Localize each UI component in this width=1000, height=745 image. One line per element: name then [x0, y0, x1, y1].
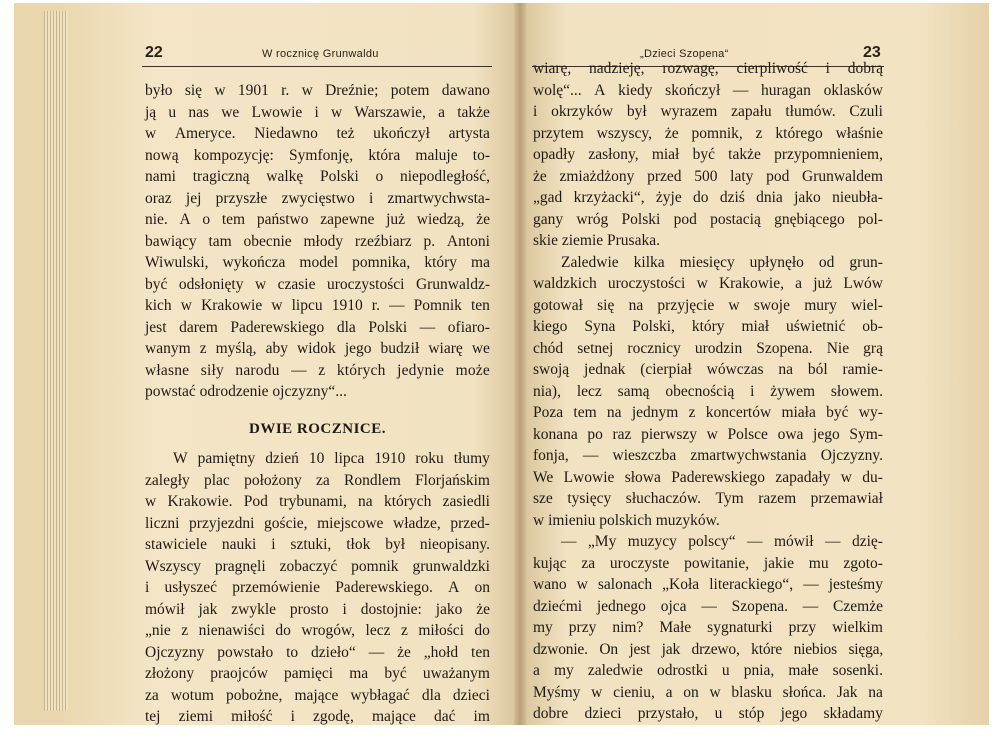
text-line: własne siły narodu — z których jedynie może: [145, 361, 490, 379]
text-line: gany wróg Polski pod postacią gnębiącego pol-: [533, 210, 883, 228]
text-line: liczni przyjezdni goście, miejscowe władze, przed-: [145, 514, 490, 532]
right-paragraph-3: [533, 531, 883, 725]
text-line: dziećmi jednego ojca — Szopena. — Czemże: [533, 597, 883, 615]
text-line: Zaledwie kilka miesięcy upłynęło od grun-: [561, 253, 883, 271]
text-line: powstać odrodzenie ojczyzny“...: [145, 383, 347, 400]
text-line: Wszyscy pragnęli zobaczyć pomnik grunwaldzki: [145, 557, 490, 575]
text-line: w Ameryce. Niedawno też ukończył artysta: [145, 125, 490, 142]
text-line: tej ziemi miłość i zgodę, mające dać im: [145, 708, 490, 725]
text-line: jest darem Paderewskiego dla Polski — ofiaro-: [145, 318, 490, 336]
text-line: konana po raz pierwszy w Polsce owa jego Sym-: [533, 425, 883, 443]
text-line: Myśmy w cieniu, a on w blasku słońca. Jak na: [533, 683, 883, 701]
text-line: w imieniu polskich muzyków.: [533, 511, 720, 529]
text-line: kiego Syna Polski, który miał uświetnić ob-: [533, 318, 883, 335]
text-line: W pamiętny dzień 10 lipca 1910 roku tłumy: [173, 450, 490, 467]
text-line: Ojczyzny powstało to dzieło“ — że „hołd ten: [145, 643, 490, 661]
left-paragraph-1: [145, 80, 490, 403]
text-line: chód setnej rocznicy urodzin Szopena. Nie grą: [533, 339, 883, 357]
text-line: nia), lecz samą obecnością i żywem słowem.: [533, 382, 883, 400]
text-line: wolę“... A kiedy skończył — huragan oklasków: [533, 81, 883, 99]
text-line: bawiący tam obecnie młody rzeźbiarz p. Antoni: [145, 232, 490, 250]
page-edges: [44, 11, 68, 711]
right-page-body: [533, 58, 883, 725]
section-heading: DWIE ROCZNICE.: [248, 420, 387, 437]
text-line: być odsłonięty w czasie uroczystości Grunwaldz-: [145, 275, 490, 293]
text-line: my przy nim? Małe sygnaturki przy wielkim: [533, 619, 883, 636]
text-line: Poza tem na jednym z koncertów miała być wy-: [533, 404, 883, 421]
text-line: opadły zasłony, miał być także przypomnieniem,: [533, 146, 883, 163]
text-line: nie. A o tem państwo zapewne już wiedzą, że: [145, 211, 490, 228]
text-line: a my zaledwie odrostki u pnia, małe sosenki.: [533, 662, 883, 679]
text-line: kich w Krakowie w lipcu 1910 r. — Pomnik ten: [145, 297, 490, 314]
text-line: nami tragiczną walkę Polski o niepodległość,: [145, 168, 490, 185]
text-line: waldzkich uroczystości w Krakowie, a już Lwów: [533, 275, 883, 292]
text-line: za wotum pobożne, mające wybłagać dla dzieci: [145, 686, 490, 704]
text-line: przytem wszyscy, że pomnik, z którego właśnie: [533, 124, 883, 142]
right-page-number: 23: [863, 44, 881, 61]
right-paragraph-2: [533, 252, 883, 532]
text-line: We Lwowie słowa Paderewskiego zapadały w du-: [533, 468, 883, 486]
text-line: „gad krzyżacki“, żyje do dziś dnia jako nieubła-: [533, 189, 883, 206]
text-line: gotował się na przyjęcie w swoje mury wiel-: [533, 296, 883, 314]
right-running-head: „Dzieci Szopena“: [640, 48, 729, 60]
text-line: dobre dzieci przystało, u stóp jego składamy: [533, 705, 883, 722]
text-line: wano w salonach „Koła literackiego“, — jesteśmy: [533, 576, 883, 593]
text-line: „nie z nienawiści do wrogów, lecz z miłości do: [145, 622, 490, 639]
text-line: ją u nas we Lwowie i w Warszawie, a także: [145, 103, 490, 121]
text-line: i usłyszeć przemówienie Paderewskiego. A on: [145, 579, 490, 596]
book-gutter: [514, 3, 526, 725]
text-line: było się w 1901 r. w Dreźnie; potem dawano: [145, 82, 490, 99]
text-line: skie ziemie Prusaka.: [533, 232, 660, 249]
text-line: wiarę, nadzieję, rozwagę, cierpliwość i dobrą: [533, 60, 883, 77]
text-line: sze tysięcy słuchaczów. Tym razem przemawiał: [533, 490, 883, 507]
text-line: swoją jednak (cierpiał wówczas na ból ramie-: [533, 361, 883, 378]
text-line: i okrzyków był wyrazem zapału tłumów. Czuli: [533, 103, 883, 120]
left-page-number: 22: [145, 44, 163, 61]
text-line: wanym z myślą, aby widok jego budził wiarę we: [145, 340, 490, 357]
text-line: zaległy plac położony za Rondlem Florjańskim: [145, 471, 490, 489]
left-running-head: W rocznicę Grunwaldu: [262, 48, 379, 60]
right-paragraph-1: [533, 58, 883, 252]
text-line: kując za uroczyste powitanie, jakie mu zgoto-: [533, 554, 883, 572]
text-line: fonja, — wieszczba zmartwychwstania Ojczyzny.: [533, 447, 883, 464]
left-page-body: [145, 80, 490, 728]
text-line: że zmiażdżony przed 500 laty pod Grunwaldem: [533, 167, 883, 185]
text-line: — „My muzycy polscy“ — mówił — dzię-: [561, 533, 883, 550]
text-line: złożony praojców pamięci ma być uważanym: [145, 665, 490, 682]
text-line: oraz jej przyszłe zwycięstwo i zmartwychwsta-: [145, 189, 490, 207]
text-line: mówił jak zwykle prosto i dostojnie: jako że: [145, 600, 490, 618]
text-line: w Krakowie. Pod trybunami, na których zasiedli: [145, 493, 490, 510]
text-line: Wiwulski, wykończa model pomnika, który ma: [145, 254, 490, 271]
text-line: stawiciele nauki i sztuki, tłok był nieopisany.: [145, 536, 490, 553]
left-header-rule: [142, 66, 492, 67]
text-line: nową kompozycję: Symfonję, która maluje to-: [145, 146, 490, 164]
text-line: dzwonie. On jest jak drzewo, które niebios sięga,: [533, 640, 883, 658]
left-paragraph-2: [145, 448, 490, 728]
